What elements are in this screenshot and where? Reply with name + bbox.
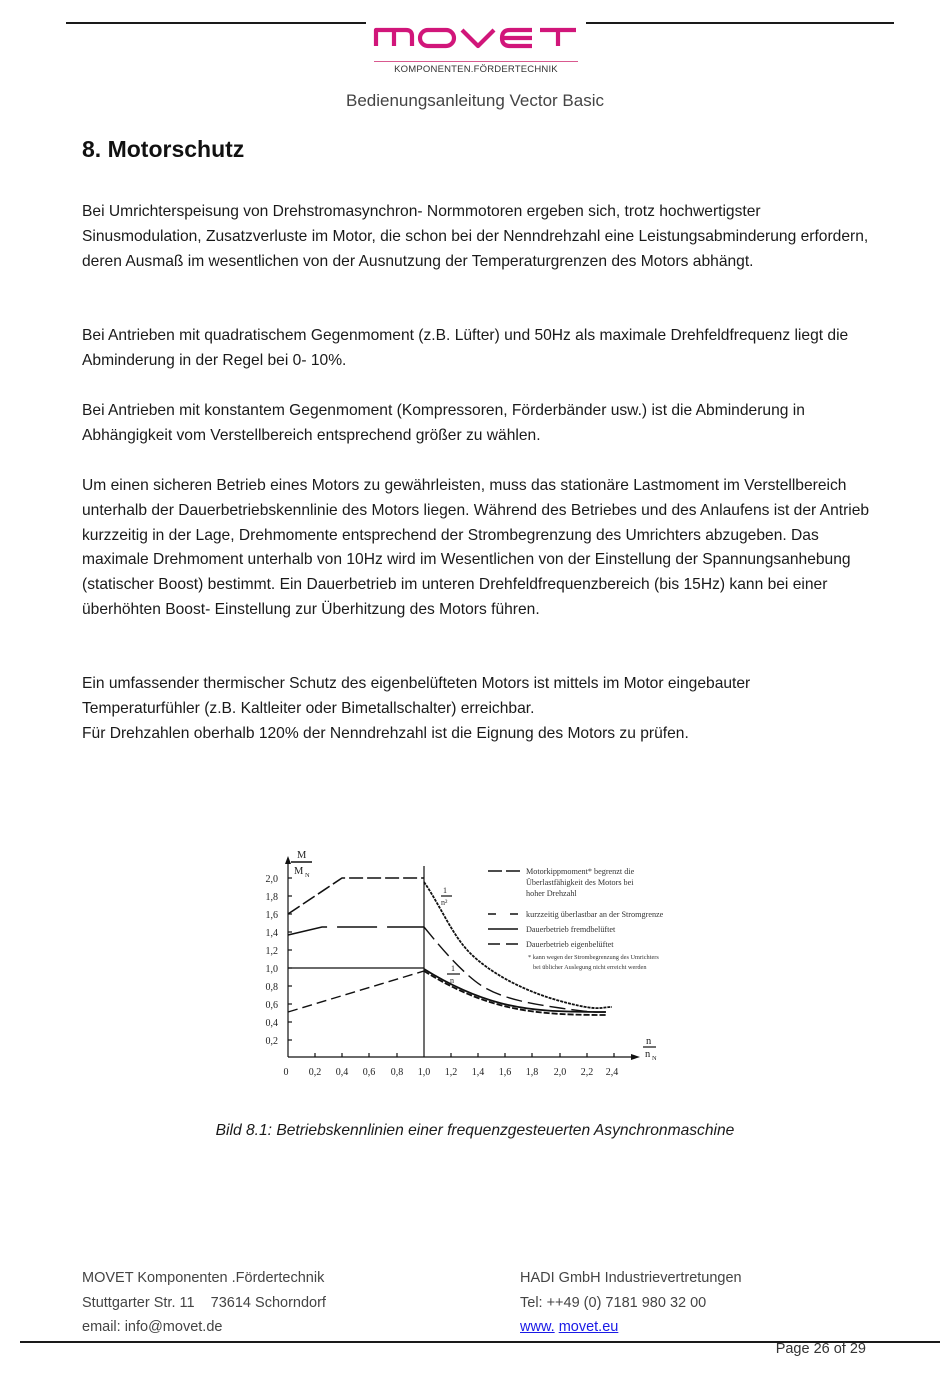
svg-text:0,8: 0,8: [390, 1067, 404, 1078]
annotation-1-den: n²: [441, 898, 448, 907]
svg-text:2,4: 2,4: [605, 1067, 619, 1078]
legend-footnote-line-2: bei üblicher Auslegung nicht erreicht werden: [533, 964, 647, 971]
footer-web: [520, 1315, 742, 1340]
svg-text:0,6: 0,6: [265, 1000, 278, 1011]
annotation-2-num: 1: [451, 964, 455, 973]
paragraph-5: Ein umfassender thermischer Schutz des eigenbelüfteten Motors ist mittels im Motor eingebauter Temperaturfühler (z.B. Kaltleiter oder Bimetallschalter) erreichbar.: [82, 675, 751, 717]
y-tick-labels: [266, 874, 279, 1047]
svg-text:0,4: 0,4: [265, 1018, 278, 1029]
y-axis-label-num: M: [297, 850, 307, 861]
x-axis-label-num: n: [646, 1036, 652, 1047]
svg-text:2,0: 2,0: [265, 874, 278, 885]
section-heading: 8. Motorschutz: [82, 136, 245, 162]
footer-partner-block: [520, 1266, 742, 1340]
paragraph-6: Für Drehzahlen oberhalb 120% der Nenndrehzahl ist die Eignung des Motors zu prüfen.: [82, 725, 689, 742]
legend-item-1-line-2: Überlastfähigkeit des Motors bei: [526, 878, 634, 887]
y-axis-arrow-icon: [285, 856, 291, 864]
svg-text:0,8: 0,8: [265, 982, 278, 993]
svg-text:0,2: 0,2: [265, 1036, 278, 1047]
svg-text:1,6: 1,6: [265, 910, 278, 921]
footer-web-link-part2[interactable]: movet.eu: [558, 1319, 619, 1335]
legend-item-4: Dauerbetrieb eigenbelüftet: [526, 940, 614, 949]
footer-web-link-part1[interactable]: www.: [520, 1319, 555, 1335]
svg-text:0,4: 0,4: [335, 1067, 349, 1078]
paragraph-1: Bei Umrichterspeisung von Drehstromasynchron- Normmotoren ergeben sich, trotz hochwertigster Sinusmodulation, Zusatzverluste im Motor, die schon bei der Nenndrehzahl eine Leistungsabminderung erfordern, deren Ausmaß im wesentlichen von der Ausnutzung der Temperaturgrenzen des Motors abhängt.: [82, 203, 869, 270]
svg-text:0,2: 0,2: [308, 1067, 322, 1078]
svg-text:1,8: 1,8: [265, 892, 278, 903]
chart-legend: [526, 867, 664, 971]
legend-item-3: Dauerbetrieb fremdbelüftet: [526, 925, 616, 934]
y-axis-label-sub: N: [305, 872, 310, 879]
paragraph-3: Bei Antrieben mit konstantem Gegenmoment (Kompressoren, Förderbänder usw.) ist die Abminderung in Abhängigkeit vom Verstellbereich entsprechend größer zu wählen.: [82, 402, 805, 444]
document-title: Bedienungsanleitung Vector Basic: [345, 91, 604, 110]
svg-text:1,6: 1,6: [498, 1067, 512, 1078]
annotation-1-num: 1: [443, 886, 447, 895]
svg-text:2,2: 2,2: [580, 1067, 594, 1078]
footer-company: MOVET Komponenten .Fördertechnik: [82, 1270, 325, 1286]
svg-text:1,2: 1,2: [265, 946, 278, 957]
figure-caption: Bild 8.1: Betriebskennlinien einer frequenzgesteuerten Asynchronmaschine: [215, 1122, 735, 1139]
svg-text:1,4: 1,4: [471, 1067, 485, 1078]
svg-text:0,6: 0,6: [362, 1067, 376, 1078]
legend-item-1-line-3: hoher Drehzahl: [526, 889, 577, 898]
footer-partner: HADI GmbH Industrievertretungen: [520, 1270, 742, 1286]
logo-tagline: KOMPONENTEN.FÖRDERTECHNIK: [394, 64, 558, 75]
series-continuous-self-cooling: [288, 971, 424, 1012]
annotation-2-den: n: [450, 976, 454, 985]
legend-item-2: kurzzeitig überlastbar an der Stromgrenze: [526, 910, 664, 919]
legend-footnote-line-1: * kann wegen der Strombegrenzung des Umrichters: [528, 954, 659, 961]
x-tick-labels: [284, 1067, 619, 1078]
x-axis-label-sub: N: [652, 1055, 657, 1062]
footer-company-block: [82, 1266, 326, 1340]
series-breakdown-torque: [288, 878, 424, 914]
page-number: Page 26 of 29: [775, 1341, 866, 1357]
svg-text:1,0: 1,0: [417, 1067, 431, 1078]
paragraph-2: Bei Antrieben mit quadratischem Gegenmoment (z.B. Lüfter) und 50Hz als maximale Drehfeldfrequenz liegt die Abminderung in der Regel bei 0- 10%.: [82, 327, 849, 369]
footer-email: email: info@movet.de: [82, 1319, 223, 1335]
svg-text:1,4: 1,4: [265, 928, 278, 939]
x-axis-label-den: n: [645, 1049, 651, 1060]
footer-address: Stuttgarter Str. 11 73614 Schorndorf: [82, 1294, 326, 1311]
svg-text:1,0: 1,0: [265, 964, 278, 975]
footer-phone: Tel: ++49 (0) 7181 980 32 00: [520, 1294, 707, 1311]
series-short-term-overload: [288, 927, 424, 935]
svg-text:0: 0: [283, 1067, 289, 1078]
paragraph-4: Um einen sicheren Betrieb eines Motors zu gewährleisten, muss das stationäre Lastmoment im Verstellbereich unterhalb der Dauerbetriebskennlinie des Motors liegen. Während des Betriebes und des Anlaufens ist der Antrieb kurzzeitig in der Lage, Drehmomente entsprechend der Strombegrenzung des Umrichters abzugeben. Das maximale Drehmoment unterhalb von 10Hz wird im Wesentlichen von der Einstellung der Spannungsanhebung (statischer Boost) bestimmt. Ein Dauerbetrieb im unteren Drehfeldfrequenzbereich (bis 15Hz) kann bei einer überhöhten Boost- Einstellung zur Überhitzung des Motors führen.: [82, 477, 870, 618]
x-axis-arrow-icon: [631, 1054, 640, 1060]
svg-text:1,2: 1,2: [444, 1067, 458, 1078]
svg-text:1,8: 1,8: [525, 1067, 539, 1078]
svg-text:2,0: 2,0: [553, 1067, 567, 1078]
y-axis-label-den: M: [294, 866, 304, 877]
legend-item-1-line-1: Motorkippmoment* begrenzt die: [526, 867, 635, 876]
